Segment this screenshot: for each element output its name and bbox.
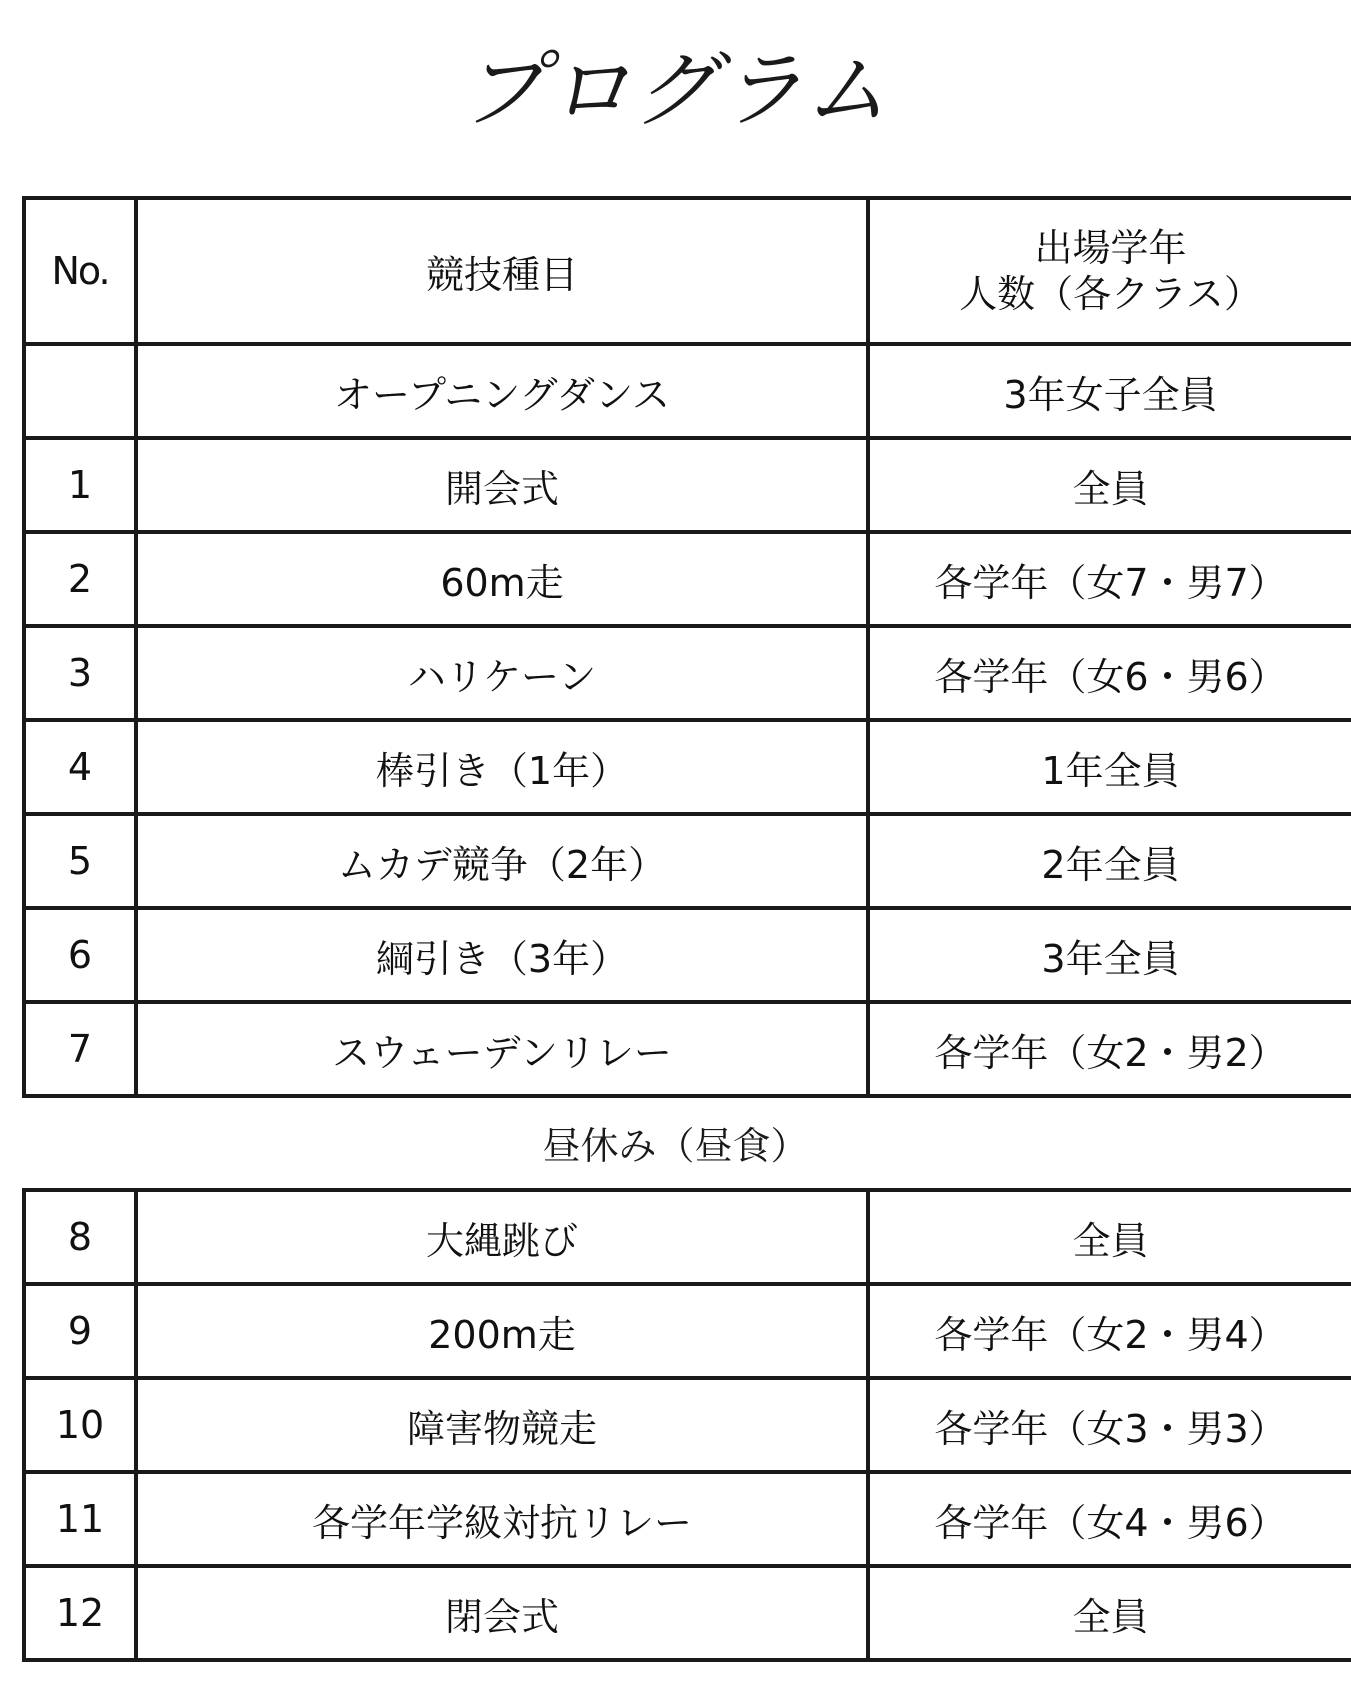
cell-event: 綱引き（3年）: [136, 908, 868, 1002]
header-no: No.: [24, 198, 136, 344]
cell-participants: 1年全員: [868, 720, 1351, 814]
cell-no: 12: [24, 1566, 136, 1660]
page-title: プログラム: [460, 41, 891, 139]
cell-participants: 3年全員: [868, 908, 1351, 1002]
lunch-break-label: 昼休み（昼食）: [542, 1124, 809, 1168]
table-row: [24, 1284, 1351, 1378]
header-event: 競技種目: [136, 198, 868, 344]
cell-participants: 各学年（女7・男7）: [868, 532, 1351, 626]
table-row: [24, 532, 1351, 626]
cell-no: 6: [24, 908, 136, 1002]
cell-event: ハリケーン: [136, 626, 868, 720]
cell-event: ムカデ競争（2年）: [136, 814, 868, 908]
table-row: [24, 908, 1351, 1002]
cell-no: 1: [24, 438, 136, 532]
table-row: [24, 814, 1351, 908]
cell-participants: 各学年（女2・男2）: [868, 1002, 1351, 1096]
cell-participants: 全員: [868, 1566, 1351, 1660]
cell-no: 4: [24, 720, 136, 814]
cell-event: 200m走: [136, 1284, 868, 1378]
cell-event: 60m走: [136, 532, 868, 626]
program-table-afternoon: [22, 1188, 1351, 1662]
table-row: [24, 438, 1351, 532]
cell-participants: 3年女子全員: [868, 344, 1351, 438]
table-row: [24, 1472, 1351, 1566]
cell-no: 7: [24, 1002, 136, 1096]
table-row: [24, 1566, 1351, 1660]
cell-no: 5: [24, 814, 136, 908]
cell-participants: 全員: [868, 438, 1351, 532]
cell-participants: 2年全員: [868, 814, 1351, 908]
cell-no: 11: [24, 1472, 136, 1566]
cell-participants: 各学年（女3・男3）: [868, 1378, 1351, 1472]
cell-participants: 全員: [868, 1190, 1351, 1284]
cell-participants: 各学年（女4・男6）: [868, 1472, 1351, 1566]
cell-event: 障害物競走: [136, 1378, 868, 1472]
cell-no: [24, 344, 136, 438]
table-row: [24, 1378, 1351, 1472]
cell-no: 3: [24, 626, 136, 720]
table-row: [24, 344, 1351, 438]
cell-event: 各学年学級対抗リレー: [136, 1472, 868, 1566]
table-row: [24, 626, 1351, 720]
cell-event: 大縄跳び: [136, 1190, 868, 1284]
cell-no: 10: [24, 1378, 136, 1472]
table-row: [24, 1002, 1351, 1096]
cell-no: 8: [24, 1190, 136, 1284]
table-row: [24, 720, 1351, 814]
cell-event: 閉会式: [136, 1566, 868, 1660]
cell-event: オープニングダンス: [136, 344, 868, 438]
header-participants: [868, 198, 1351, 344]
cell-participants: 各学年（女2・男4）: [868, 1284, 1351, 1378]
cell-event: 開会式: [136, 438, 868, 532]
program-table-morning: [22, 196, 1351, 1098]
cell-event: 棒引き（1年）: [136, 720, 868, 814]
cell-no: 2: [24, 532, 136, 626]
table-row: [24, 1190, 1351, 1284]
header-participants-line1: 出場学年: [1034, 226, 1187, 270]
cell-event: スウェーデンリレー: [136, 1002, 868, 1096]
cell-no: 9: [24, 1284, 136, 1378]
header-participants-line2: 人数（各クラス）: [959, 272, 1262, 316]
table-header-row: [24, 198, 1351, 344]
cell-participants: 各学年（女6・男6）: [868, 626, 1351, 720]
